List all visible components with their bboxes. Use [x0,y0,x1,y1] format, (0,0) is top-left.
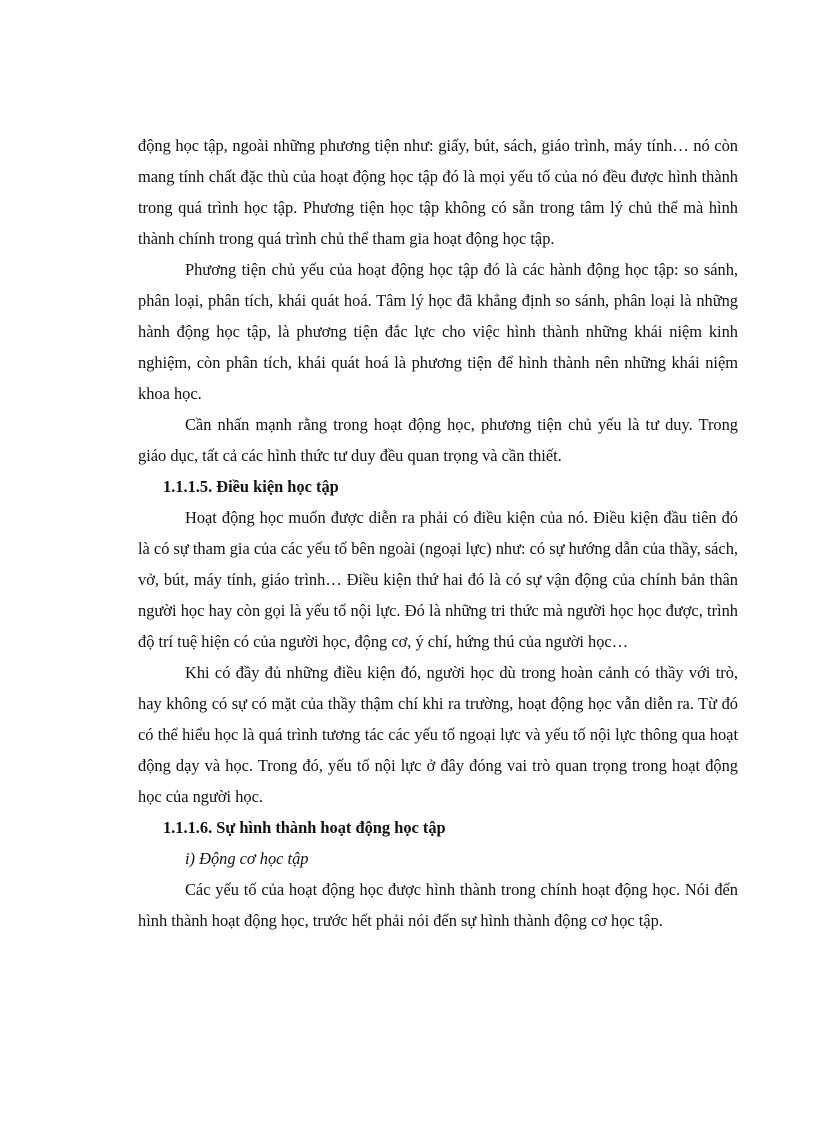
paragraph-learning-conditions: Hoạt động học muốn được diễn ra phải có điều kiện của nó. Điều kiện đầu tiên đó là có sự tham gia của các yếu tố bên ngoài (ngoại lực) như: có sự hướng dẫn của thầy, sách, vở, bút, máy tính, giáo trình… Điều kiện thứ hai đó là có sự vận động của chính bản thân người học hay còn gọi là yếu tố nội lực. Đó là những tri thức mà người học học được, trình độ trí tuệ hiện có của người học, động cơ, ý chí, hứng thú của người học… [138,508,739,651]
section-heading-learning-conditions: 1.1.1.5. Điều kiện học tập [163,477,339,496]
paragraph-internal-external-factors: Khi có đầy đủ những điều kiện đó, người học dù trong hoàn cảnh có thầy với trò, hay không có sự có mặt của thầy thậm chí khi ra trường, hoạt động học vẫn diễn ra. Từ đó có thể hiểu học là quá trình tương tác các yếu tố ngoại lực và yếu tố nội lực thông qua hoạt động dạy và học. Trong đó, yếu tố nội lực ở đây đóng vai trò quan trọng trong hoạt động học của người học. [138,663,738,806]
subheading-learning-motivation: i) Động cơ học tập [185,849,309,868]
paragraph-thinking-emphasis: Cần nhấn mạnh rằng trong hoạt động học, phương tiện chủ yếu là tư duy. Trong giáo dục, tất cả các hình thức tư duy đều quan trọng và cần thiết. [138,415,738,465]
paragraph-main-learning-tools: Phương tiện chủ yếu của hoạt động học tập đó là các hành động học tập: so sánh, phân loại, phân tích, khái quát hoá. Tâm lý học đã khẳng định so sánh, phân loại là những hành động học tập, là phương tiện đắc lực cho việc hình thành những khái niệm kinh nghiệm, còn phân tích, khái quát hoá là phương tiện để hình thành nên những khái niệm khoa học. [138,260,738,403]
paragraph-motivation-formation: Các yếu tố của hoạt động học được hình thành trong chính hoạt động học. Nói đến hình thành hoạt động học, trước hết phải nói đến sự hình thành động cơ học tập. [138,880,738,930]
document-body [138,130,738,936]
section-heading-formation-of-learning: 1.1.1.6. Sự hình thành hoạt động học tập [163,818,446,837]
paragraph-learning-tools-continued: động học tập, ngoài những phương tiện như: giấy, bút, sách, giáo trình, máy tính… nó còn mang tính chất đặc thù của hoạt động học tập đó là mọi yếu tố của nó đều được hình thành trong quá trình học tập. Phương tiện học tập không có sẵn trong tâm lý chủ thể mà hình thành chính trong quá trình chủ thể tham gia hoạt động học tập. [138,136,738,248]
